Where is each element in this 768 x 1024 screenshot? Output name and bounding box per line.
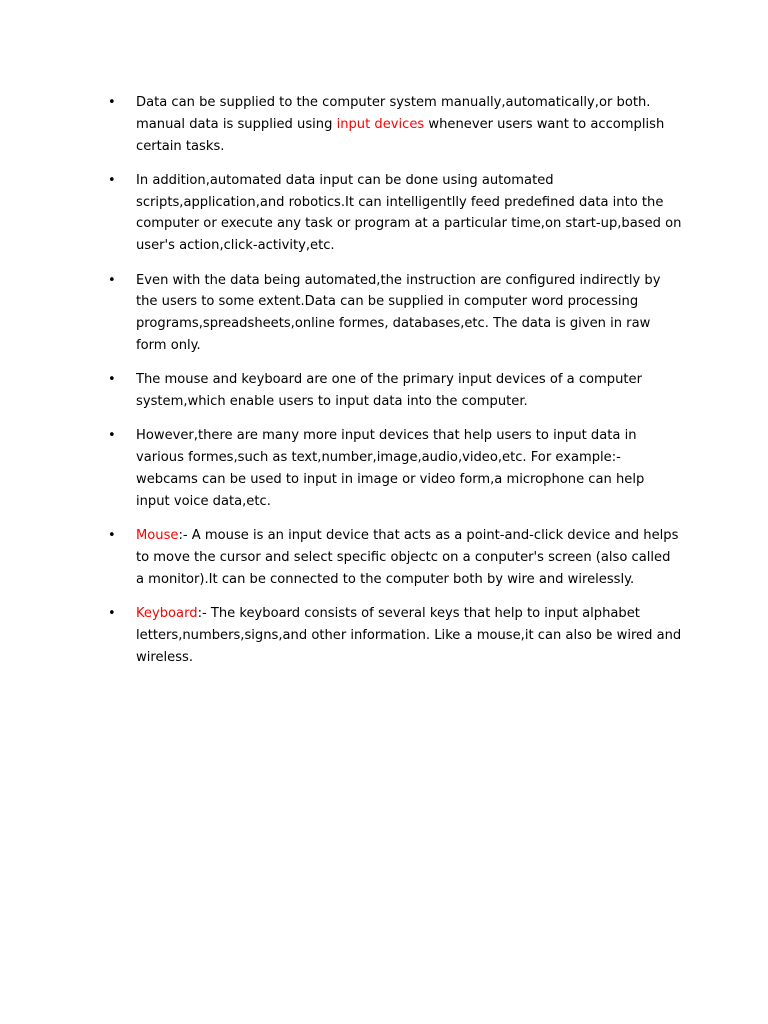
bullet-list [108,92,682,681]
list-item [108,92,682,157]
list-item [108,603,682,668]
bullet-icon: • [108,272,116,288]
item-text-after: :- The keyboard consists of several keys that help to input alphabet letters,numbers,signs,and other information. Like a mouse,it can also be wired and wireless. [136,605,682,665]
item-text-after: :- A mouse is an input device that acts as a point-and-click device and helps to move the cursor and select specific objectc on a conputer's screen (also called a monitor).It can be connected to the computer both by wire and wirelessly. [136,528,679,587]
item-text: The mouse and keyboard are one of the primary input devices of a computer system,which enable users to input data into the computer. [136,372,642,410]
mouse-term: Mouse [136,528,179,544]
list-item [108,369,682,413]
list-item [108,525,682,590]
bullet-icon: • [108,372,116,388]
bullet-icon: • [108,528,116,544]
bullet-icon: • [108,605,116,621]
list-item [108,170,682,257]
item-text: In addition,automated data input can be done using automated scripts,application,and robotics.It can intelligentlly feed predefined data into the computer or execute any task or program at a particular time,on start-up,based on user's action,click-activity,etc. [136,172,682,254]
item-text: Even with the data being automated,the instruction are configured indirectly by the users to some extent.Data can be supplied in computer word processing programs,spreadsheets,online formes, databases,etc. The data is given in raw form only. [136,272,661,353]
input-devices-highlight: input devices [336,116,425,132]
list-item [108,270,682,357]
item-text-after: whenever users want to accomplish certain tasks. [136,116,665,154]
keyboard-term: Keyboard [136,605,198,621]
item-text-before: Data can be supplied to the computer system manually,automatically,or both. manual data is supplied using [136,95,651,132]
bullet-icon: • [108,428,116,444]
bullet-icon: • [108,95,116,110]
item-text: However,there are many more input devices that help users to input data in various formes,such as text,number,image,audio,video,etc. For example:- webcams can be used to input in image or video form,a microphone can help input voice data,etc. [136,428,645,509]
bullet-icon: • [108,172,116,188]
list-item [108,425,682,512]
